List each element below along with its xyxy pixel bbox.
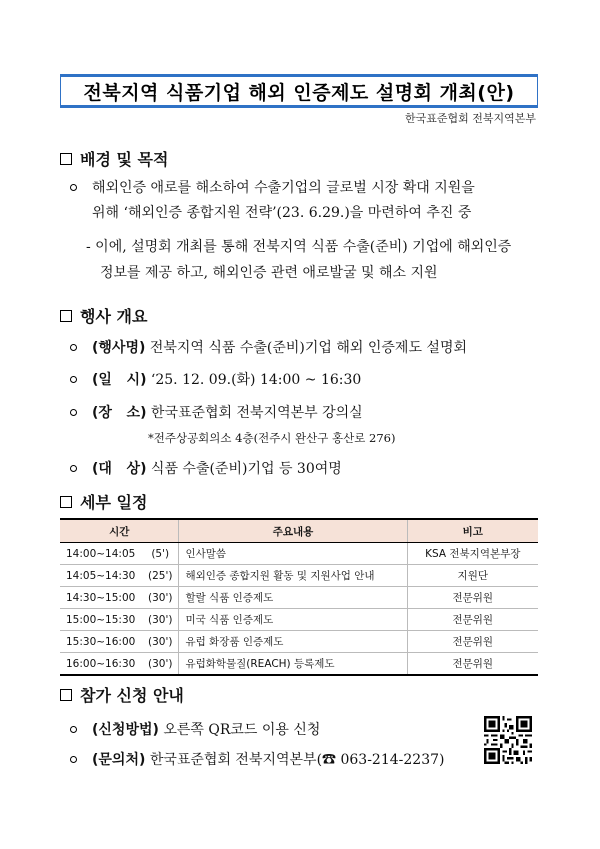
square-bullet-icon [60,689,72,701]
background-line-4: 정보를 제공 하고, 해외인증 관련 애로발굴 및 해소 지원 [100,265,438,281]
table-row [60,587,538,609]
table-row [60,565,538,587]
circle-bullet-icon [70,726,77,733]
circle-bullet-icon [70,376,77,383]
circle-bullet-icon [70,409,77,416]
background-line-3: - 이에, 설명회 개최를 통해 전북지역 식품 수출(준비) 기업에 해외인증 [86,239,512,255]
cell-note: 지원단 [407,565,538,587]
schedule-header-row [60,519,538,543]
table-row [60,653,538,676]
apply-method: (신청방법) 오른쪽 QR코드 이용 신청 [92,722,321,738]
cell-duration: (30') [142,631,179,653]
section-apply-heading: 참가 신청 안내 [60,683,184,706]
background-line-2: 위해 ‘해외인증 종합지원 전략’(23. 6.29.)을 마련하여 추진 중 [92,205,472,221]
cell-content: 유럽 화장품 인증제도 [179,631,407,653]
section-overview-heading: 행사 개요 [60,304,147,327]
overview-item-name: (행사명) 전북지역 식품 수출(준비)기업 해외 인증제도 설명회 [92,340,468,356]
cell-content: 유럽화학물질(REACH) 등록제도 [179,653,407,676]
overview-item-audience: (대 상) 식품 수출(준비)기업 등 30여명 [92,461,342,477]
cell-content: 미국 식품 인증제도 [179,609,407,631]
square-bullet-icon [60,496,72,508]
place-note: *전주상공회의소 4층(전주시 완산구 홍산로 276) [148,431,396,445]
table-row [60,631,538,653]
overview-item-place: (장 소) 한국표준협회 전북지역본부 강의실 [92,405,363,421]
cell-duration: (30') [142,653,179,676]
cell-duration: (30') [142,587,179,609]
table-row [60,543,538,565]
cell-time: 16:00~16:30 [60,653,142,676]
cell-note: KSA 전북지역본부장 [407,543,538,565]
cell-content: 해외인증 종합지원 활동 및 지원사업 안내 [179,565,407,587]
cell-note: 전문위원 [407,631,538,653]
circle-bullet-icon [70,756,77,763]
cell-note: 전문위원 [407,609,538,631]
header-content: 주요내용 [179,519,407,543]
header-note: 비고 [407,519,538,543]
square-bullet-icon [60,310,72,322]
document-title-box [60,74,538,108]
section-background-heading: 배경 및 목적 [60,147,168,170]
cell-content: 인사말씀 [179,543,407,565]
circle-bullet-icon [70,344,77,351]
cell-duration: (30') [142,609,179,631]
table-row [60,609,538,631]
background-line-1: 해외인증 애로를 해소하여 수출기업의 글로벌 시장 확대 지원을 [92,180,475,196]
overview-item-datetime: (일 시) ‘25. 12. 09.(화) 14:00 ~ 16:30 [92,372,362,388]
cell-time: 15:00~15:30 [60,609,142,631]
cell-content: 할랄 식품 인증제도 [179,587,407,609]
apply-contact: (문의처) 한국표준협회 전북지역본부(☎ 063-214-2237) [92,752,445,768]
circle-bullet-icon [70,465,77,472]
organization-name: 한국표준협회 전북지역본부 [404,112,536,125]
cell-time: 15:30~16:00 [60,631,142,653]
cell-duration: (25') [142,565,179,587]
schedule-table [60,518,538,676]
qr-code-icon[interactable] [484,716,532,764]
cell-time: 14:05~14:30 [60,565,142,587]
circle-bullet-icon [70,184,77,191]
section-schedule-heading: 세부 일정 [60,490,147,513]
cell-note: 전문위원 [407,653,538,676]
cell-duration: (5') [142,543,179,565]
cell-note: 전문위원 [407,587,538,609]
document-title: 전북지역 식품기업 해외 인증제도 설명회 개최(안) [83,81,515,104]
cell-time: 14:30~15:00 [60,587,142,609]
cell-time: 14:00~14:05 [60,543,142,565]
square-bullet-icon [60,153,72,165]
header-time: 시간 [60,519,179,543]
